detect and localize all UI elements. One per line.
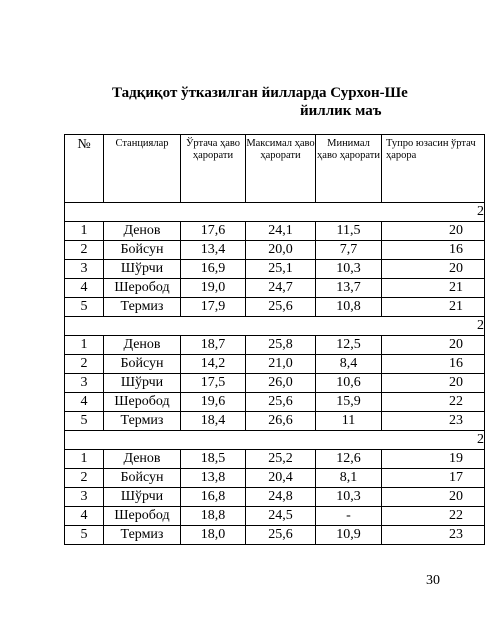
max-temp: 20,4 — [246, 469, 316, 488]
row-number: 4 — [65, 393, 104, 412]
soil-temp: 16 — [382, 241, 485, 260]
header-max-temp: Максимал ҳаво ҳарорати — [246, 135, 316, 203]
table-body — [65, 203, 485, 545]
table-row — [65, 526, 485, 545]
avg-temp: 17,9 — [181, 298, 246, 317]
page-number: 30 — [426, 573, 440, 588]
row-number: 5 — [65, 298, 104, 317]
soil-temp: 21 — [382, 279, 485, 298]
avg-temp: 18,5 — [181, 450, 246, 469]
avg-temp: 18,8 — [181, 507, 246, 526]
avg-temp: 17,5 — [181, 374, 246, 393]
year-label: 2 — [65, 317, 485, 336]
min-temp: 11 — [316, 412, 382, 431]
max-temp: 26,0 — [246, 374, 316, 393]
soil-temp: 20 — [382, 336, 485, 355]
soil-temp: 19 — [382, 450, 485, 469]
station-name: Шеробод — [104, 507, 181, 526]
station-name: Термиз — [104, 412, 181, 431]
max-temp: 25,6 — [246, 393, 316, 412]
row-number: 5 — [65, 412, 104, 431]
row-number: 2 — [65, 355, 104, 374]
station-name: Шўрчи — [104, 260, 181, 279]
station-name: Шеробод — [104, 279, 181, 298]
min-temp: 15,9 — [316, 393, 382, 412]
table-row — [65, 355, 485, 374]
avg-temp: 16,8 — [181, 488, 246, 507]
header-avg-temp: Ўртача ҳаво ҳарорати — [181, 135, 246, 203]
station-name: Бойсун — [104, 241, 181, 260]
row-number: 3 — [65, 374, 104, 393]
table-row — [65, 241, 485, 260]
min-temp: 10,3 — [316, 488, 382, 507]
table-row — [65, 374, 485, 393]
year-label: 2 — [65, 203, 485, 222]
max-temp: 25,2 — [246, 450, 316, 469]
temperature-table — [64, 134, 485, 545]
soil-temp: 20 — [382, 260, 485, 279]
row-number: 2 — [65, 241, 104, 260]
row-number: 3 — [65, 488, 104, 507]
table-row — [65, 412, 485, 431]
soil-temp: 16 — [382, 355, 485, 374]
station-name: Денов — [104, 222, 181, 241]
min-temp: 12,6 — [316, 450, 382, 469]
soil-temp: 20 — [382, 222, 485, 241]
avg-temp: 18,0 — [181, 526, 246, 545]
table-row — [65, 507, 485, 526]
table-row — [65, 222, 485, 241]
avg-temp: 18,7 — [181, 336, 246, 355]
avg-temp: 14,2 — [181, 355, 246, 374]
table-row — [65, 469, 485, 488]
max-temp: 24,8 — [246, 488, 316, 507]
row-number: 3 — [65, 260, 104, 279]
avg-temp: 13,4 — [181, 241, 246, 260]
max-temp: 24,1 — [246, 222, 316, 241]
min-temp: 13,7 — [316, 279, 382, 298]
max-temp: 26,6 — [246, 412, 316, 431]
row-number: 1 — [65, 222, 104, 241]
soil-temp: 17 — [382, 469, 485, 488]
max-temp: 25,1 — [246, 260, 316, 279]
row-number: 4 — [65, 279, 104, 298]
row-number: 2 — [65, 469, 104, 488]
year-group-row — [65, 317, 485, 336]
year-group-row — [65, 203, 485, 222]
max-temp: 25,6 — [246, 298, 316, 317]
header-soil-temp: Тупро юзасин ўртач ҳарора — [382, 135, 485, 203]
table-title-line-2: йиллик маъ — [300, 103, 382, 119]
soil-temp: 23 — [382, 412, 485, 431]
min-temp: 8,1 — [316, 469, 382, 488]
max-temp: 25,6 — [246, 526, 316, 545]
row-number: 4 — [65, 507, 104, 526]
soil-temp: 22 — [382, 507, 485, 526]
header-station: Станциялар — [104, 135, 181, 203]
avg-temp: 19,0 — [181, 279, 246, 298]
table-row — [65, 393, 485, 412]
station-name: Термиз — [104, 526, 181, 545]
year-group-row — [65, 431, 485, 450]
station-name: Денов — [104, 336, 181, 355]
min-temp: 11,5 — [316, 222, 382, 241]
avg-temp: 13,8 — [181, 469, 246, 488]
row-number: 1 — [65, 450, 104, 469]
station-name: Шўрчи — [104, 374, 181, 393]
table-row — [65, 260, 485, 279]
avg-temp: 19,6 — [181, 393, 246, 412]
min-temp: 7,7 — [316, 241, 382, 260]
max-temp: 24,7 — [246, 279, 316, 298]
soil-temp: 21 — [382, 298, 485, 317]
header-number: № — [65, 135, 104, 203]
row-number: 1 — [65, 336, 104, 355]
header-row — [65, 135, 485, 203]
station-name: Бойсун — [104, 355, 181, 374]
station-name: Шеробод — [104, 393, 181, 412]
min-temp: 10,3 — [316, 260, 382, 279]
min-temp: 10,9 — [316, 526, 382, 545]
avg-temp: 17,6 — [181, 222, 246, 241]
table-row — [65, 336, 485, 355]
soil-temp: 20 — [382, 488, 485, 507]
soil-temp: 20 — [382, 374, 485, 393]
min-temp: - — [316, 507, 382, 526]
avg-temp: 18,4 — [181, 412, 246, 431]
row-number: 5 — [65, 526, 104, 545]
max-temp: 21,0 — [246, 355, 316, 374]
avg-temp: 16,9 — [181, 260, 246, 279]
soil-temp: 23 — [382, 526, 485, 545]
year-label: 2 — [65, 431, 485, 450]
table-title-line-1: Тадқиқот ўтказилган йилларда Сурхон-Ше — [112, 85, 408, 101]
table-row — [65, 298, 485, 317]
table-row — [65, 488, 485, 507]
table-row — [65, 450, 485, 469]
max-temp: 24,5 — [246, 507, 316, 526]
max-temp: 20,0 — [246, 241, 316, 260]
station-name: Шўрчи — [104, 488, 181, 507]
min-temp: 10,6 — [316, 374, 382, 393]
table-row — [65, 279, 485, 298]
station-name: Денов — [104, 450, 181, 469]
min-temp: 12,5 — [316, 336, 382, 355]
station-name: Термиз — [104, 298, 181, 317]
soil-temp: 22 — [382, 393, 485, 412]
min-temp: 8,4 — [316, 355, 382, 374]
header-min-temp: Минимал ҳаво ҳарорати — [316, 135, 382, 203]
station-name: Бойсун — [104, 469, 181, 488]
max-temp: 25,8 — [246, 336, 316, 355]
min-temp: 10,8 — [316, 298, 382, 317]
